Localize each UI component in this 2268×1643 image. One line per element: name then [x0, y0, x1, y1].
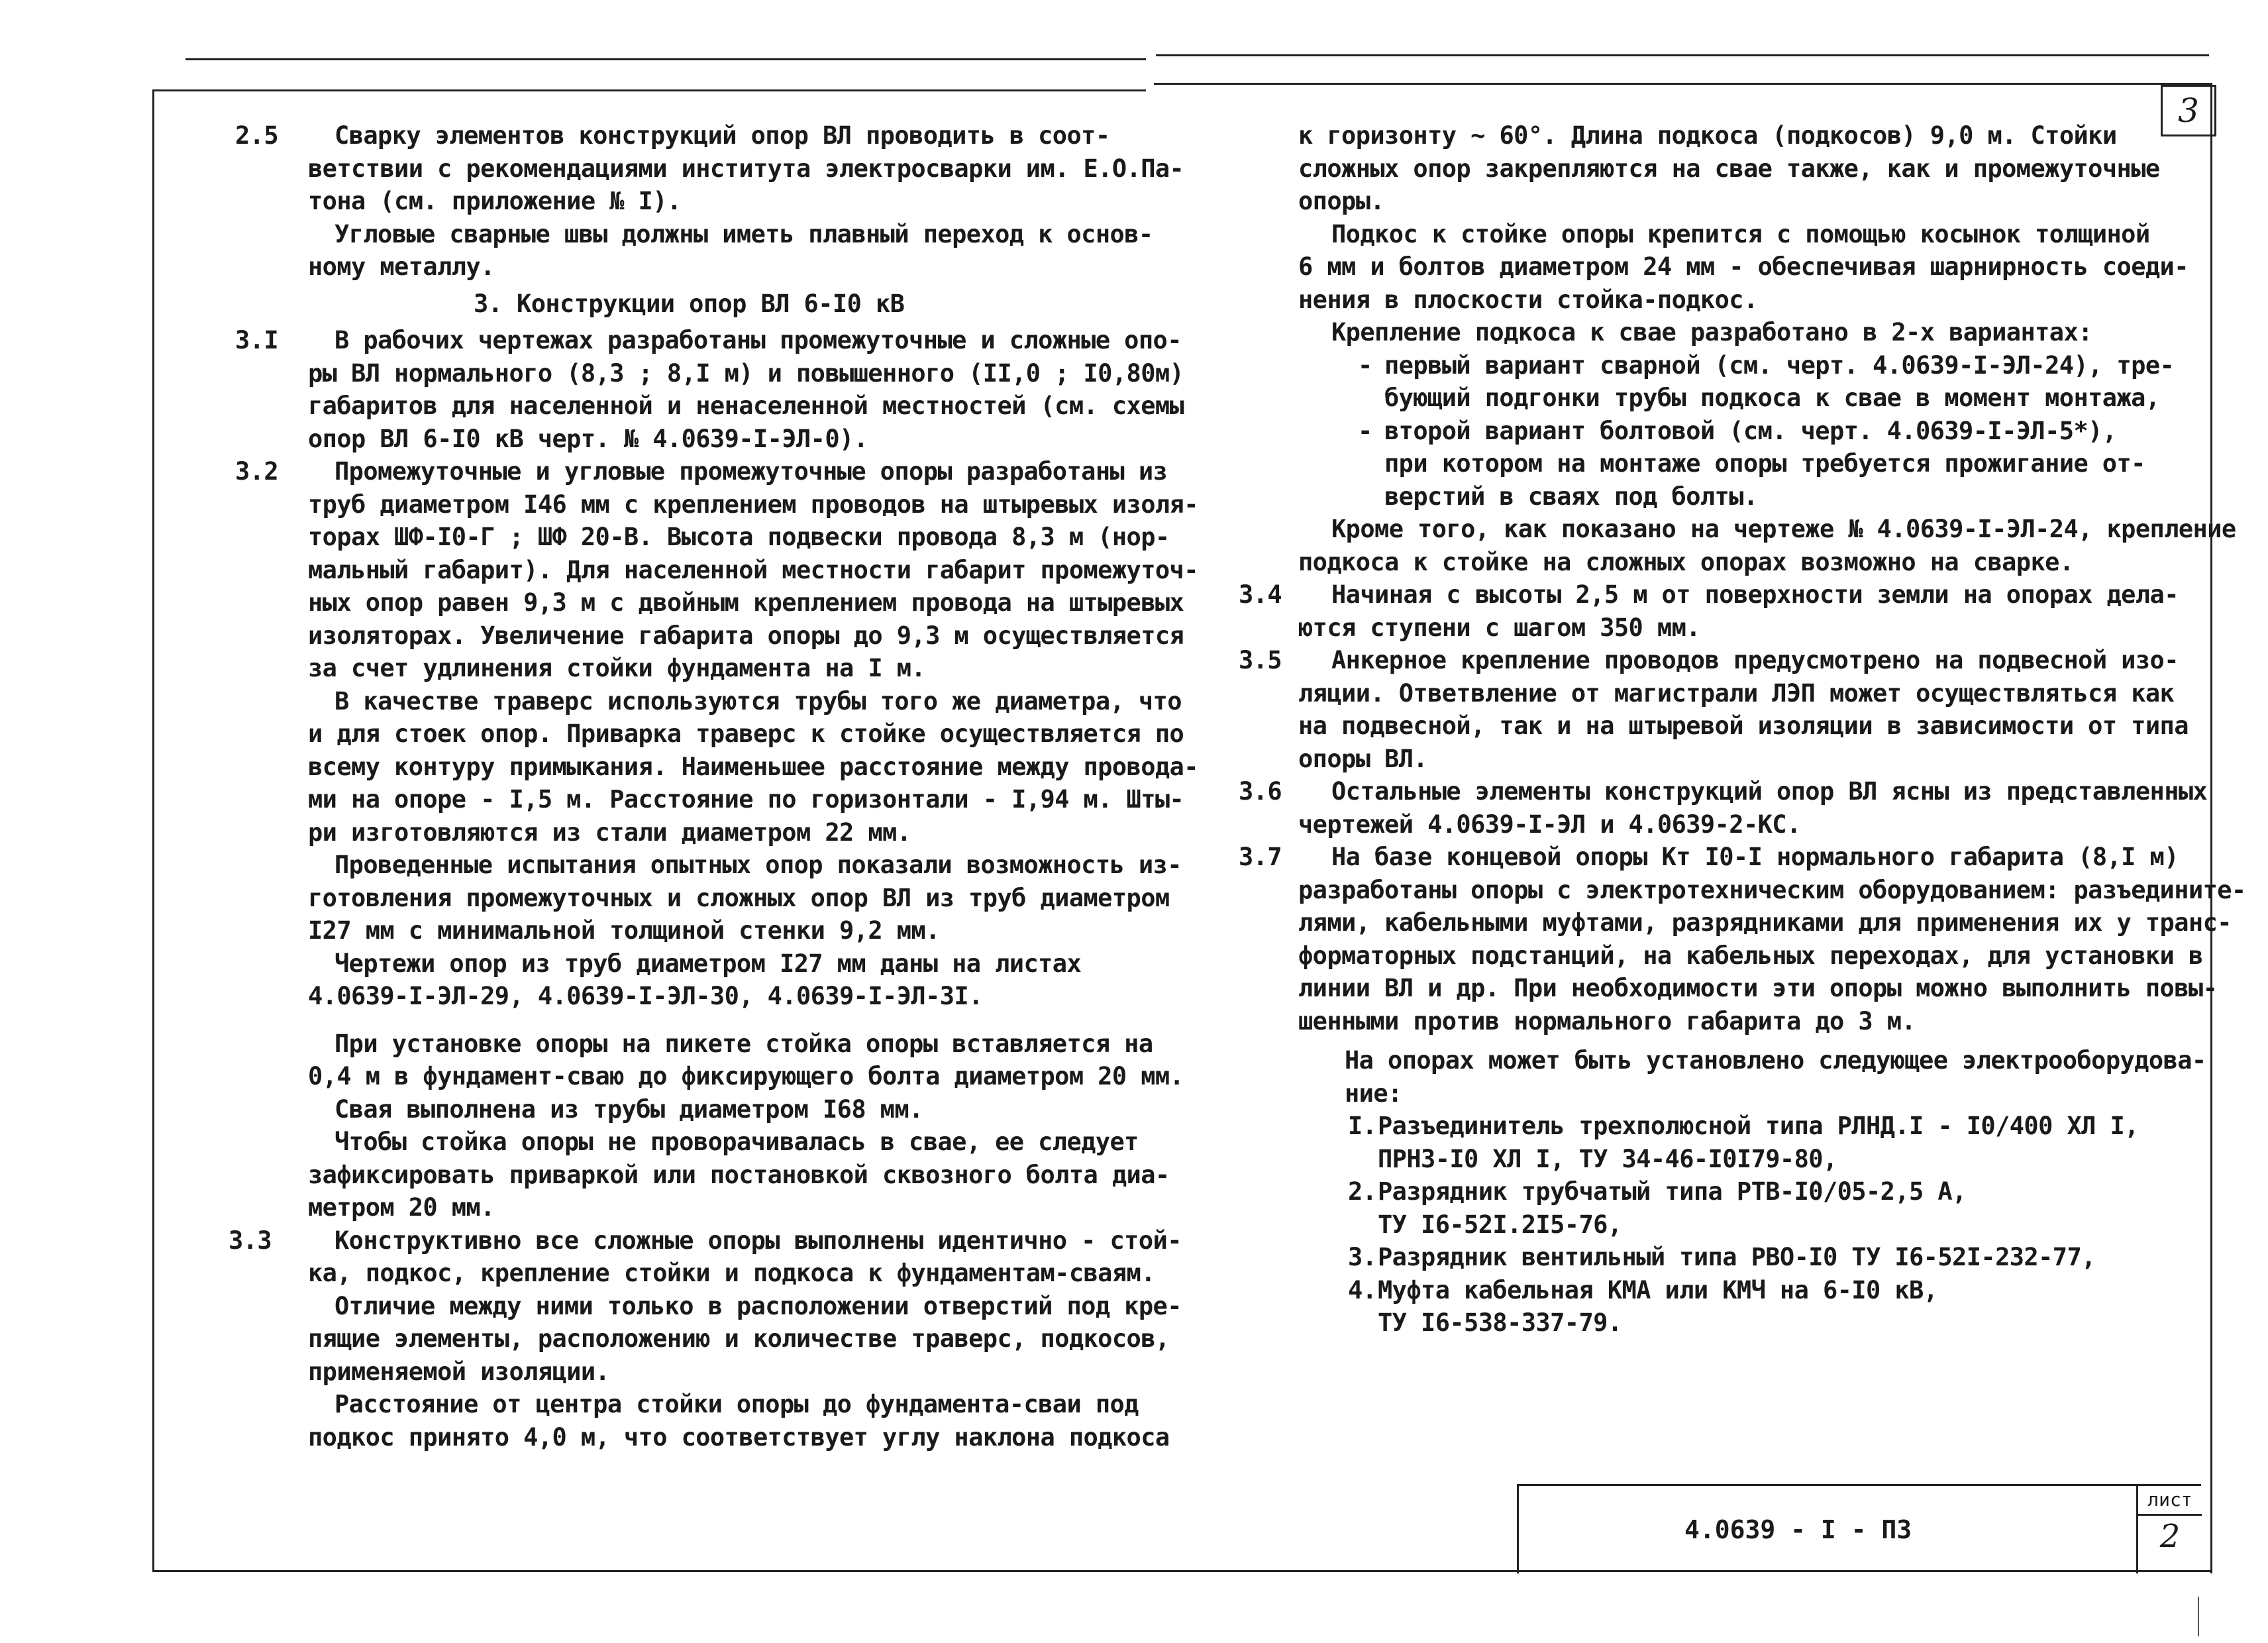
text-line: Остальные элементы конструкций опор ВЛ ясны из представленных	[1331, 777, 2208, 806]
text-line: подкоса к стойке на сложных опорах возможно на сварке.	[1298, 547, 2074, 576]
binding-mark	[2198, 1597, 2199, 1636]
document-code: 4.0639 - I - ПЗ	[1684, 1515, 1912, 1544]
frame-left	[152, 89, 154, 1572]
text-line: шенными против нормального габарита до 3 м.	[1298, 1006, 1916, 1035]
text-line: В рабочих чертежах разработаны промежуточные и сложные опо-	[335, 326, 1182, 354]
text-line: Начиная с высоты 2,5 м от поверхности земли на опорах дела-	[1331, 580, 2179, 609]
equipment-item-4	[1239, 1274, 2206, 1340]
text-line: Разрядник трубчатый типа РТВ-I0/05-2,5 А,	[1378, 1177, 1967, 1206]
right-column	[1239, 119, 2246, 1340]
text-line: чертежей 4.0639-I-ЭЛ и 4.0639-2-КС.	[1298, 810, 1801, 839]
text-line: Промежуточные и угловые промежуточные опоры разработаны из	[335, 457, 1168, 486]
text-line: изоляторах. Увеличение габарита опоры до 9,3 м осуществляется	[308, 621, 1184, 650]
text-line: ри изготовляются из стали диаметром 22 мм.	[308, 818, 911, 847]
section-heading: 3. Конструкции опор ВЛ 6-I0 кВ	[474, 289, 905, 318]
text-line: При установке опоры на пикете стойка опоры вставляется на	[335, 1029, 1153, 1058]
dash-marker: -	[1358, 350, 1372, 380]
list-marker: 3.	[1348, 1243, 1377, 1271]
text-line: Свая выполнена из трубы диаметром I68 мм.	[335, 1094, 923, 1124]
equipment-item-3	[1239, 1241, 2206, 1274]
text-line: Крепление подкоса к свае разработано в 2-х вариантах:	[1331, 318, 2092, 346]
title-block	[1517, 1484, 2201, 1573]
text-line: линии ВЛ и др. При необходимости эти опоры можно выполнить повы-	[1298, 974, 2218, 1002]
text-line: ных опор равен 9,3 м с двойным креплением провода на штыревых	[308, 588, 1184, 617]
text-line: тона (см. приложение № I).	[308, 187, 682, 215]
sheet-corner-number: 3	[2161, 85, 2216, 136]
text-line: Разъединитель трехполюсной типа РЛНД.I - I0/400 ХЛ I,	[1378, 1112, 2139, 1140]
section-3-2	[235, 455, 1198, 1224]
text-line: разработаны опоры с электротехническим оборудованием: разъедините-	[1298, 875, 2246, 904]
section-number: 3.I	[235, 326, 279, 354]
dash-marker: -	[1358, 416, 1372, 445]
text-line: 4.0639-I-ЭЛ-29, 4.0639-I-ЭЛ-30, 4.0639-I-ЭЛ-3I.	[308, 982, 983, 1010]
text-line: ТУ I6-52I.2I5-76,	[1378, 1210, 1622, 1239]
section-3-6	[1239, 775, 2206, 841]
text-line: Чтобы стойка опоры не проворачивалась в свае, ее следует	[335, 1128, 1139, 1156]
text-line: зафиксировать приваркой или постановкой сквозного болта диа-	[308, 1160, 1170, 1189]
text-line: ТУ I6-538-337-79.	[1378, 1308, 1622, 1337]
text-line: Конструктивно все сложные опоры выполнены идентично - стой-	[335, 1226, 1182, 1255]
text-line: готовления промежуточных и сложных опор ВЛ из труб диаметром	[308, 883, 1170, 912]
text-line: опоры ВЛ.	[1298, 744, 1428, 773]
text-line: ветствии с рекомендациями института электросварки им. Е.О.Па-	[308, 154, 1184, 183]
text-line: верстий в сваях под болты.	[1384, 482, 1758, 511]
section-number: 3.5	[1239, 646, 1282, 674]
section-number: 2.5	[235, 121, 279, 150]
paragraph-equipment	[1239, 1044, 2206, 1110]
text-line: На опорах может быть установлено следующее электрооборудова-	[1345, 1046, 2206, 1075]
text-line: ному металлу.	[308, 252, 495, 281]
text-line: Подкос к стойке опоры крепится с помощью косынок толщиной	[1331, 219, 2150, 248]
text-line: при котором на монтаже опоры требуется прожигание от-	[1384, 449, 2145, 478]
section-3-3	[229, 1224, 1182, 1454]
text-line: Отличие между ними только в расположении отверстий под кре-	[335, 1291, 1182, 1320]
variant-1	[1239, 349, 2206, 415]
text-line: подкос принято 4,0 м, что соответствует углу наклона подкоса	[308, 1422, 1170, 1452]
text-line: ми на опоре - I,5 м. Расстояние по горизонтали - I,94 м. Шты-	[308, 785, 1184, 814]
text-line: 6 мм и болтов диаметром 24 мм - обеспечивая шарнирность соеди-	[1298, 252, 2189, 281]
text-line: опоры.	[1298, 187, 1385, 215]
text-line: пящие элементы, расположению и количестве траверс, подкосов,	[308, 1324, 1170, 1353]
text-line: ляции. Ответвление от магистрали ЛЭП может осуществляться как	[1298, 678, 2175, 708]
text-line: труб диаметром I46 мм с креплением проводов на штыревых изоля-	[308, 490, 1198, 519]
section-number: 3.3	[229, 1226, 272, 1255]
top-rule-left	[185, 58, 1146, 60]
text-line: габаритов для населенной и ненаселенной местностей (см. схемы	[308, 392, 1184, 420]
text-line: опор ВЛ 6-I0 кВ черт. № 4.0639-I-ЭЛ-0).	[308, 424, 868, 453]
text-line: I27 мм с минимальной толщиной стенки 9,2 мм.	[308, 916, 940, 945]
continuation	[1239, 119, 2206, 349]
section-3-7	[1239, 841, 2246, 1037]
left-column	[229, 119, 1198, 1454]
text-line: ются ступени с шагом 350 мм.	[1298, 613, 1700, 642]
text-line: Разрядник вентильный типа РВО-I0 ТУ I6-52I-232-77,	[1378, 1243, 2096, 1271]
list-marker: 2.	[1348, 1177, 1377, 1206]
variant-2	[1239, 415, 2206, 513]
frame-right	[2210, 83, 2212, 1573]
text-line: к горизонту ~ 60°. Длина подкоса (подкосов) 9,0 м. Стойки	[1298, 121, 2117, 150]
text-line: за счет удлинения стойки фундамента на I м.	[308, 654, 926, 682]
text-line: Кроме того, как показано на чертеже № 4.0639-I-ЭЛ-24, крепление	[1331, 515, 2236, 543]
text-line: торах ШФ-I0-Г ; ШФ 20-В. Высота подвески провода 8,3 м (нор-	[308, 523, 1170, 551]
frame-top-right	[1154, 83, 2212, 85]
text-line: нения в плоскости стойка-подкос.	[1298, 285, 1758, 314]
text-line: Анкерное крепление проводов предусмотрено на подвесной изо-	[1331, 646, 2179, 674]
text-line: Проведенные испытания опытных опор показали возможность из-	[335, 851, 1182, 879]
section-3-5	[1239, 644, 2206, 775]
text-line: на подвесной, так и на штыревой изоляции в зависимости от типа	[1298, 712, 2189, 740]
section-3-4	[1239, 578, 2206, 644]
section-number: 3.4	[1239, 580, 1282, 609]
text-line: В качестве траверс используются трубы того же диаметра, что	[335, 686, 1182, 716]
sheet-cell	[2136, 1486, 2202, 1573]
text-line: применяемой изоляции.	[308, 1357, 610, 1386]
section-number: 3.6	[1239, 777, 1282, 806]
text-line: ПРНЗ-I0 ХЛ I, ТУ 34-46-I0I79-80,	[1378, 1144, 1837, 1173]
text-line: метром 20 мм.	[308, 1193, 495, 1222]
text-line: На базе концевой опоры Кт I0-I нормального габарита (8,I м)	[1331, 843, 2179, 871]
text-line: и для стоек опор. Приварка траверс к стойке осуществляется по	[308, 719, 1184, 748]
text-line: мальный габарит). Для населенной местности габарит промежуточ-	[308, 555, 1198, 584]
text-line: 0,4 м в фундамент-сваю до фиксирующего болта диаметром 20 мм.	[308, 1062, 1184, 1090]
sheet-number: 2	[2159, 1518, 2181, 1555]
text-line: бующий подгонки трубы подкоса к свае в момент монтажа,	[1384, 384, 2160, 412]
text-line: ние:	[1345, 1079, 1402, 1108]
text-line: форматорных подстанций, на кабельных переходах, для установки в	[1298, 941, 2203, 970]
list-marker: 4.	[1348, 1275, 1377, 1304]
text-line: первый вариант сварной (см. черт. 4.0639-I-ЭЛ-24), тре-	[1384, 350, 2175, 380]
equipment-item-1	[1239, 1110, 2206, 1175]
text-line: всему контуру примыкания. Наименьшее расстояние между провода-	[308, 752, 1198, 781]
text-line: ка, подкос, крепление стойки и подкоса к фундаментам-сваям.	[308, 1259, 1155, 1287]
text-line: второй вариант болтовой (см. черт. 4.0639-I-ЭЛ-5*),	[1384, 416, 2117, 445]
text-line: Чертежи опор из труб диаметром I27 мм даны на листах	[335, 949, 1082, 978]
list-marker: I.	[1348, 1112, 1377, 1140]
text-line: сложных опор закрепляются на свае также, как и промежуточные	[1298, 154, 2160, 183]
equipment-item-2	[1239, 1175, 2206, 1241]
paragraph-welding	[1239, 513, 2236, 578]
section-3-1	[235, 324, 1184, 455]
text-line: Расстояние от центра стойки опоры до фундамента-сваи под	[335, 1390, 1139, 1418]
sheet-label: лист	[2138, 1486, 2202, 1516]
text-line: Муфта кабельная КМА или КМЧ на 6-I0 кВ,	[1378, 1275, 1938, 1304]
section-number: 3.7	[1239, 843, 1282, 871]
section-number: 3.2	[235, 457, 279, 486]
text-line: Угловые сварные швы должны иметь плавный переход к основ-	[335, 219, 1153, 248]
section-2-5	[235, 119, 1184, 284]
text-line: лями, кабельными муфтами, разрядниками для применения их у транс-	[1298, 908, 2232, 937]
text-line: ры ВЛ нормального (8,3 ; 8,I м) и повышенного (II,0 ; I0,80м)	[308, 358, 1184, 388]
text-line: Сварку элементов конструкций опор ВЛ проводить в соот-	[335, 121, 1110, 150]
frame-top-left	[152, 89, 1146, 91]
top-rule-right	[1156, 54, 2209, 56]
